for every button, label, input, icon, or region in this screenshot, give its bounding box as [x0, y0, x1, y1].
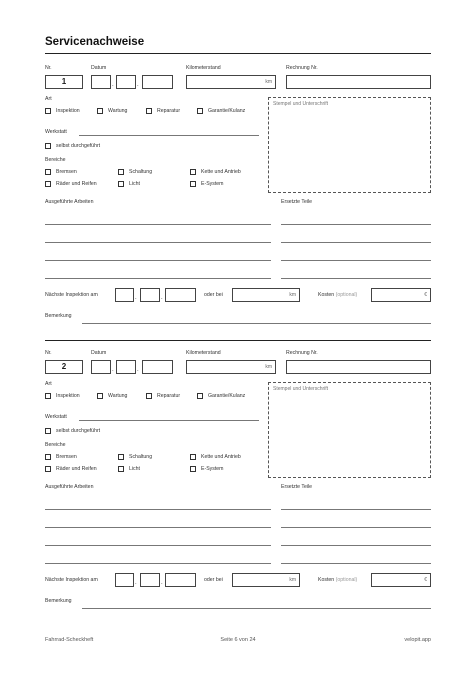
euro-unit: €	[424, 577, 427, 583]
datum-label: Datum	[91, 65, 107, 71]
service-entry	[0, 0, 476, 319]
km-unit: km	[289, 577, 296, 583]
teile-line[interactable]	[281, 509, 431, 510]
art-option-checkbox[interactable]	[97, 393, 103, 399]
arbeiten-line[interactable]	[45, 545, 271, 546]
ersetzte-label: Ersetzte Teile	[281, 199, 313, 205]
date-separator: .	[112, 367, 114, 373]
kilometerstand-label: Kilometerstand	[186, 350, 221, 356]
bereich-option-checkbox[interactable]	[118, 169, 124, 175]
bereich-option-label: Räder und Reifen	[56, 181, 97, 187]
art-option-label: Wartung	[108, 108, 128, 114]
bereich-option-checkbox[interactable]	[45, 169, 51, 175]
footer-right: velopit.app	[404, 637, 431, 643]
teile-line[interactable]	[281, 527, 431, 528]
bereich-option-checkbox[interactable]	[45, 454, 51, 460]
bereich-option-checkbox[interactable]	[190, 169, 196, 175]
art-option-checkbox[interactable]	[45, 108, 51, 114]
kosten-text: Kosten	[318, 577, 335, 583]
footer-left: Fahrrad-Scheckheft	[45, 637, 94, 643]
werkstatt-line[interactable]	[79, 420, 259, 421]
bereich-option-label: E-System	[201, 181, 224, 187]
bereich-option-label: E-System	[201, 466, 224, 472]
nr-field[interactable]	[45, 360, 83, 374]
stempel-box	[268, 97, 431, 193]
ersetzte-label: Ersetzte Teile	[281, 484, 313, 490]
date-month-field[interactable]	[116, 75, 136, 89]
werkstatt-line[interactable]	[79, 135, 259, 136]
art-label: Art	[45, 96, 52, 102]
art-option-label: Reparatur	[157, 108, 181, 114]
teile-line[interactable]	[281, 278, 431, 279]
teile-line[interactable]	[281, 224, 431, 225]
km-unit: km	[265, 364, 272, 370]
teile-line[interactable]	[281, 242, 431, 243]
bereich-option-label: Bremsen	[56, 169, 77, 175]
art-option-label: Reparatur	[157, 393, 181, 399]
naechste-day-field[interactable]	[115, 573, 134, 587]
stempel-box	[268, 382, 431, 478]
teile-line[interactable]	[281, 545, 431, 546]
bereich-option-label: Schaltung	[129, 169, 153, 175]
art-label: Art	[45, 381, 52, 387]
arbeiten-line[interactable]	[45, 242, 271, 243]
art-option-label: Wartung	[108, 393, 128, 399]
arbeiten-line[interactable]	[45, 509, 271, 510]
art-option-checkbox[interactable]	[45, 393, 51, 399]
arbeiten-line[interactable]	[45, 278, 271, 279]
art-option-checkbox[interactable]	[197, 393, 203, 399]
bereich-option-checkbox[interactable]	[190, 466, 196, 472]
date-day-field[interactable]	[91, 360, 111, 374]
date-month-field[interactable]	[116, 360, 136, 374]
naechste-km-field[interactable]	[232, 573, 300, 587]
km-unit: km	[289, 292, 296, 298]
selbst-durchgefuehrt-label: selbst durchgeführt	[56, 428, 101, 434]
naechste-month-field[interactable]	[140, 573, 160, 587]
date-day-field[interactable]	[91, 75, 111, 89]
art-option-checkbox[interactable]	[146, 393, 152, 399]
art-option-label: Garantie/Kulanz	[208, 108, 246, 114]
art-option-label: Garantie/Kulanz	[208, 393, 246, 399]
art-option-checkbox[interactable]	[97, 108, 103, 114]
nr-label: Nr.	[45, 350, 52, 356]
arbeiten-line[interactable]	[45, 224, 271, 225]
service-entry	[0, 285, 476, 604]
kilometerstand-field[interactable]	[186, 360, 276, 374]
nr-label: Nr.	[45, 65, 52, 71]
bereich-option-checkbox[interactable]	[190, 454, 196, 460]
werkstatt-label: Werkstatt	[45, 129, 67, 135]
kosten-field[interactable]	[371, 573, 431, 587]
selbst-durchgefuehrt-checkbox[interactable]	[45, 143, 51, 149]
bereiche-label: Bereiche	[45, 157, 66, 163]
art-option-label: Inspektion	[56, 108, 80, 114]
bereich-option-label: Kette und Antrieb	[201, 454, 241, 460]
bereich-option-label: Bremsen	[56, 454, 77, 460]
bereich-option-checkbox[interactable]	[190, 181, 196, 187]
date-separator: .	[135, 580, 137, 586]
bemerkung-label: Bemerkung	[45, 313, 72, 319]
bereich-option-label: Schaltung	[129, 454, 153, 460]
kosten-text: Kosten	[318, 292, 335, 298]
nr-field[interactable]	[45, 75, 83, 89]
bereich-option-checkbox[interactable]	[118, 466, 124, 472]
oder-bei-label: oder bei	[204, 292, 223, 298]
bemerkung-line[interactable]	[82, 608, 431, 609]
ausgefuehrte-label: Ausgeführte Arbeiten	[45, 199, 94, 205]
page-title: Servicenachweise	[45, 36, 145, 48]
naechste-year-field[interactable]	[165, 573, 196, 587]
oder-bei-label: oder bei	[204, 577, 223, 583]
date-separator: .	[137, 82, 139, 88]
art-option-label: Inspektion	[56, 393, 80, 399]
kilometerstand-field[interactable]	[186, 75, 276, 89]
arbeiten-line[interactable]	[45, 527, 271, 528]
bereich-option-checkbox[interactable]	[118, 181, 124, 187]
bereich-option-label: Kette und Antrieb	[201, 169, 241, 175]
stempel-label: Stempel und Unterschrift	[273, 101, 329, 107]
nr-value: 1	[61, 77, 67, 86]
arbeiten-line[interactable]	[45, 563, 271, 564]
date-separator: .	[161, 580, 163, 586]
bereich-option-checkbox[interactable]	[45, 181, 51, 187]
art-option-checkbox[interactable]	[146, 108, 152, 114]
km-unit: km	[265, 79, 272, 85]
date-separator: .	[137, 367, 139, 373]
selbst-durchgefuehrt-checkbox[interactable]	[45, 428, 51, 434]
teile-line[interactable]	[281, 563, 431, 564]
date-year-field[interactable]	[142, 75, 173, 89]
ausgefuehrte-label: Ausgeführte Arbeiten	[45, 484, 94, 490]
bereich-option-label: Räder und Reifen	[56, 466, 97, 472]
teile-line[interactable]	[281, 260, 431, 261]
date-separator: .	[135, 295, 137, 301]
rechnung-label: Rechnung Nr.	[286, 65, 318, 71]
kilometerstand-label: Kilometerstand	[186, 65, 221, 71]
rechnung-field[interactable]	[286, 360, 431, 374]
kosten-optional: (optional)	[335, 577, 358, 583]
date-year-field[interactable]	[142, 360, 173, 374]
euro-unit: €	[424, 292, 427, 298]
nr-value: 2	[61, 362, 67, 371]
werkstatt-label: Werkstatt	[45, 414, 67, 420]
footer-center: Seite 6 von 24	[220, 637, 256, 643]
bemerkung-label: Bemerkung	[45, 598, 72, 604]
rechnung-field[interactable]	[286, 75, 431, 89]
kosten-optional: (optional)	[335, 292, 358, 298]
bereich-option-label: Licht	[129, 181, 140, 187]
datum-label: Datum	[91, 350, 107, 356]
art-option-checkbox[interactable]	[197, 108, 203, 114]
bereich-option-checkbox[interactable]	[118, 454, 124, 460]
bereiche-label: Bereiche	[45, 442, 66, 448]
arbeiten-line[interactable]	[45, 260, 271, 261]
kosten-label	[318, 578, 357, 583]
rechnung-label: Rechnung Nr.	[286, 350, 318, 356]
naechste-inspektion-label: Nächste Inspektion am	[45, 577, 98, 583]
bereich-option-label: Licht	[129, 466, 140, 472]
bereich-option-checkbox[interactable]	[45, 466, 51, 472]
stempel-label: Stempel und Unterschrift	[273, 386, 329, 392]
naechste-inspektion-label: Nächste Inspektion am	[45, 292, 98, 298]
date-separator: .	[112, 82, 114, 88]
date-separator: .	[161, 295, 163, 301]
selbst-durchgefuehrt-label: selbst durchgeführt	[56, 143, 101, 149]
